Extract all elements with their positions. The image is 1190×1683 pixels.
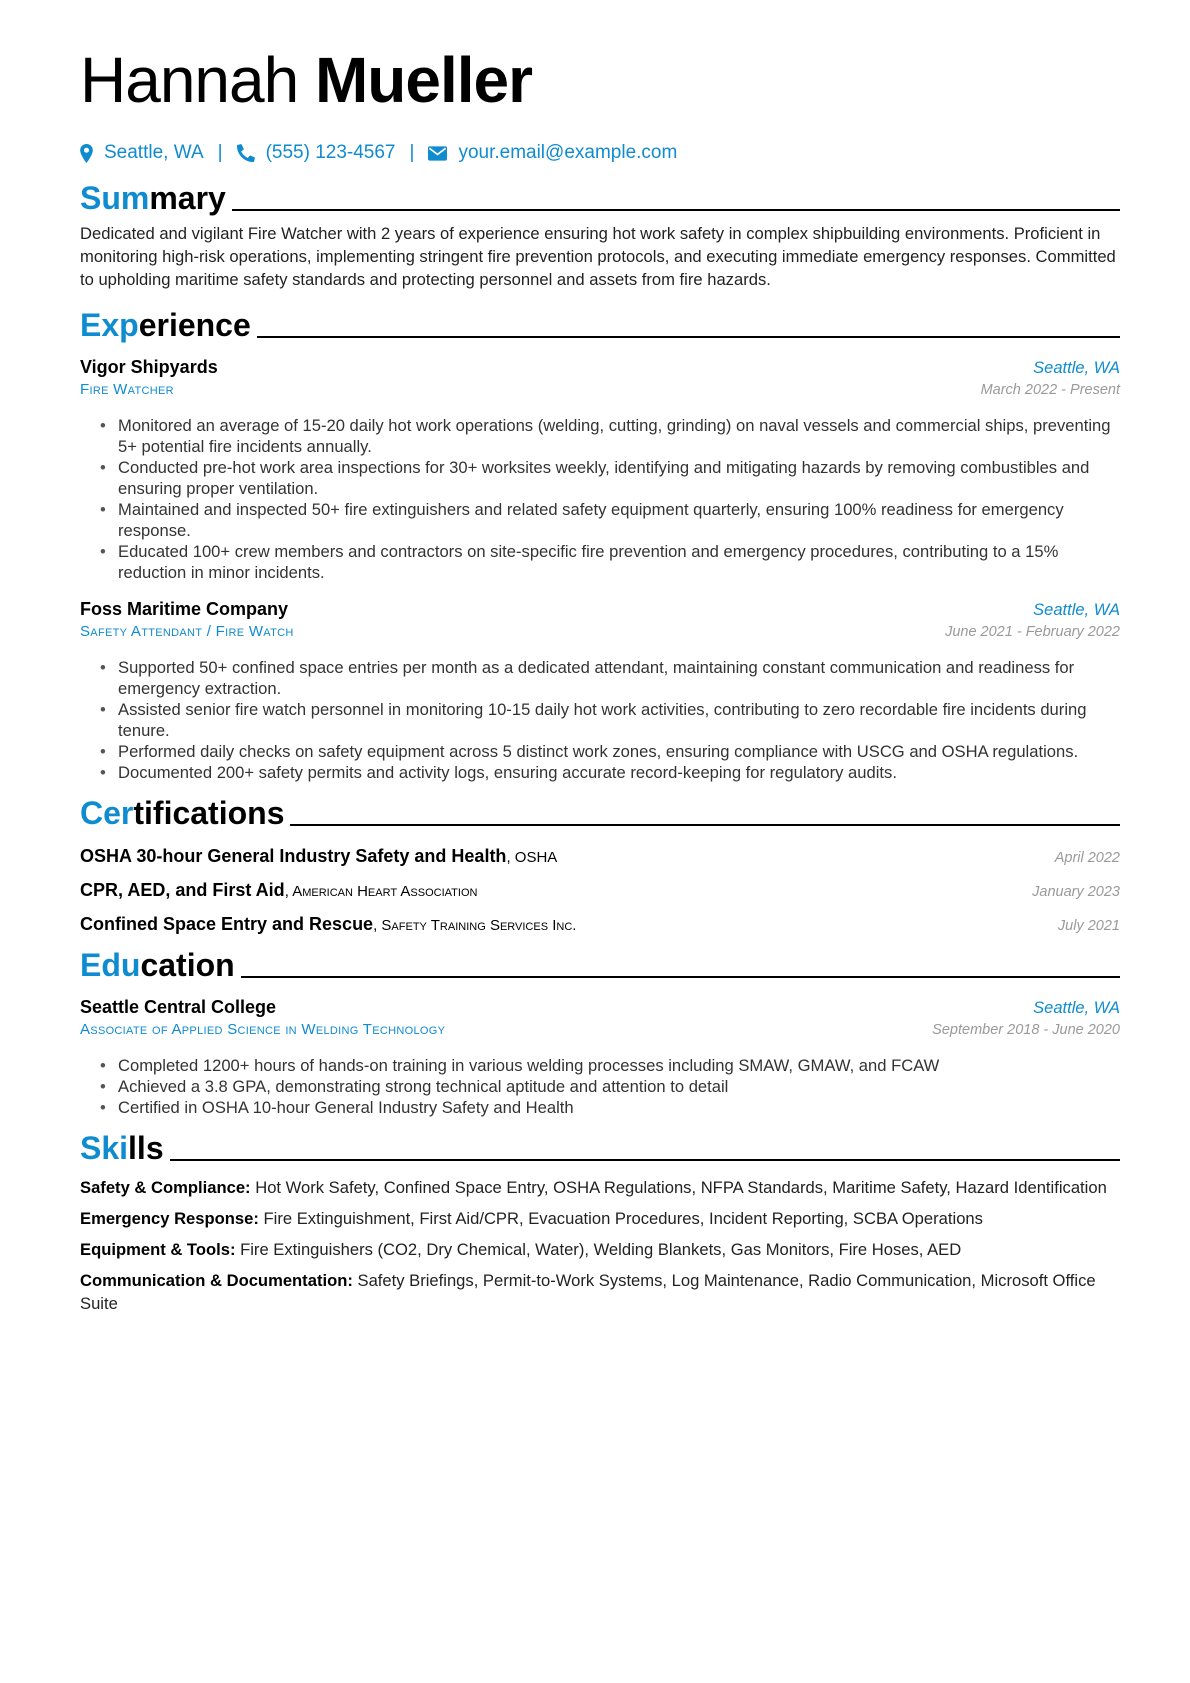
skill-list: Fire Extinguishment, First Aid/CPR, Evacuation Procedures, Incident Reporting, SCBA Operations [263, 1209, 983, 1228]
job-dates: June 2021 - February 2022 [945, 624, 1120, 640]
certification-date: April 2022 [1054, 850, 1120, 866]
contact-location [80, 142, 204, 164]
section-title: Certifications [80, 795, 285, 831]
employer-name: Foss Maritime Company [80, 599, 289, 619]
bullet-item: • Conducted pre-hot work area inspections for 30+ worksites weekly, identifying and mitigating hazards by removing combustibles and ensuring proper ventilation. [80, 457, 1120, 499]
skill-category: Equipment & Tools: [80, 1240, 236, 1259]
bullet-item: • Achieved a 3.8 GPA, demonstrating strong technical aptitude and attention to detail [80, 1076, 1120, 1097]
certification-date: January 2023 [1032, 884, 1120, 900]
job-dates: March 2022 - Present [980, 382, 1120, 398]
education-entry [80, 995, 1120, 1118]
bullet-item: • Completed 1200+ hours of hands-on training in various welding processes including SMAW, GMAW, and FCAW [80, 1055, 1120, 1076]
education-heading [80, 945, 1120, 985]
experience-entry [80, 597, 1120, 783]
section-title: Experience [80, 307, 251, 343]
map-marker-icon [80, 144, 93, 163]
bullet-item: • Performed daily checks on safety equipment across 5 distinct work zones, ensuring compliance with USCG and OSHA regulations. [80, 741, 1120, 762]
skills-heading [80, 1128, 1120, 1168]
experience-entry [80, 355, 1120, 583]
degree-title: Associate of Applied Science in Welding Technology [80, 1021, 446, 1038]
bullet-item: • Educated 100+ crew members and contractors on site-specific fire prevention and emergency procedures, contributing to a 15% reduction in minor incidents. [80, 541, 1120, 583]
job-location: Seattle, WA [1033, 359, 1120, 377]
first-name: Hannah [80, 44, 299, 116]
certification-date: July 2021 [1057, 918, 1120, 934]
employer-name: Vigor Shipyards [80, 357, 218, 377]
section-rule [232, 209, 1120, 211]
summary-heading [80, 178, 1120, 218]
certification-name: CPR, AED, and First Aid [80, 880, 285, 900]
contact-email[interactable] [428, 142, 677, 164]
education-bullets [80, 1055, 1120, 1118]
job-title: Safety Attendant / Fire Watch [80, 623, 294, 640]
certification-issuer: American Heart Association [292, 883, 478, 900]
section-rule [241, 976, 1120, 978]
school-location: Seattle, WA [1033, 999, 1120, 1017]
location-text: Seattle, WA [104, 142, 204, 163]
certification-item: Confined Space Entry and Rescue, Safety Training Services Inc. July 2021 [80, 914, 1120, 934]
job-title: Fire Watcher [80, 381, 174, 398]
phone-icon [237, 144, 255, 162]
skill-row [80, 1207, 1120, 1230]
skill-list: Fire Extinguishers (CO2, Dry Chemical, Water), Welding Blankets, Gas Monitors, Fire Hoses, AED [240, 1240, 962, 1259]
certifications-heading [80, 793, 1120, 833]
bullet-item: • Documented 200+ safety permits and activity logs, ensuring accurate record-keeping for regulatory audits. [80, 762, 1120, 783]
section-rule [257, 336, 1120, 338]
skill-category: Emergency Response: [80, 1209, 259, 1228]
summary-text: Dedicated and vigilant Fire Watcher with 2 years of experience ensuring hot work safety in complex shipbuilding environments. Proficient in monitoring high-risk operations, implementing stringent fire prevention protocols, and executing immediate emergency responses. Committed to upholding maritime safety standards and protecting personnel and assets from fire hazards. [80, 224, 1116, 289]
skill-list: Hot Work Safety, Confined Space Entry, OSHA Regulations, NFPA Standards, Maritime Safety, Hazard Identification [255, 1178, 1107, 1197]
section-title: Education [80, 947, 235, 983]
certification-issuer: OSHA [514, 849, 558, 866]
phone-text: (555) 123-4567 [265, 142, 396, 163]
experience-heading [80, 305, 1120, 345]
skill-row [80, 1238, 1120, 1261]
certification-name: OSHA 30-hour General Industry Safety and Health [80, 846, 507, 866]
education-dates: September 2018 - June 2020 [932, 1022, 1120, 1038]
bullet-item: • Monitored an average of 15-20 daily hot work operations (welding, cutting, grinding) on naval vessels and commercial ships, preventing 5+ potential fire incidents annually. [80, 415, 1120, 457]
candidate-name [80, 38, 1120, 122]
contact-bar [80, 140, 1120, 166]
bullet-item: • Supported 50+ confined space entries per month as a dedicated attendant, maintaining constant communication and readiness for emergency extraction. [80, 657, 1120, 699]
school-name: Seattle Central College [80, 997, 277, 1017]
job-location: Seattle, WA [1033, 601, 1120, 619]
contact-separator: | [409, 142, 415, 163]
certification-item: CPR, AED, and First Aid, American Heart Association January 2023 [80, 880, 1120, 900]
skill-row [80, 1176, 1120, 1199]
envelope-icon [428, 146, 447, 161]
section-title: Skills [80, 1130, 164, 1166]
section-title: Summary [80, 180, 226, 216]
skill-category: Communication & Documentation: [80, 1271, 353, 1290]
skill-category: Safety & Compliance: [80, 1178, 251, 1197]
resume-page [80, 38, 1120, 1315]
bullet-item: • Assisted senior fire watch personnel in monitoring 10-15 daily hot work activities, contributing to zero recordable fire incidents during tenure. [80, 699, 1120, 741]
skill-list: Safety Briefings, Permit-to-Work Systems, Log Maintenance, Radio Communication, Microsoft Office Suite [80, 1271, 1096, 1313]
section-rule [170, 1159, 1120, 1161]
certification-name: Confined Space Entry and Rescue [80, 914, 374, 934]
bullet-item: • Maintained and inspected 50+ fire extinguishers and related safety equipment quarterly, ensuring 100% readiness for emergency response. [80, 499, 1120, 541]
certification-item: OSHA 30-hour General Industry Safety and Health, OSHA April 2022 [80, 846, 1120, 866]
email-link: your.email@example.com [458, 142, 678, 163]
skill-row [80, 1269, 1120, 1315]
last-name: Mueller [314, 44, 533, 116]
job-bullets [80, 657, 1120, 783]
certification-issuer: Safety Training Services Inc. [381, 917, 577, 934]
job-bullets [80, 415, 1120, 583]
contact-phone[interactable] [237, 142, 396, 164]
contact-separator: | [217, 142, 223, 163]
section-rule [290, 824, 1120, 826]
bullet-item: • Certified in OSHA 10-hour General Industry Safety and Health [80, 1097, 1120, 1118]
